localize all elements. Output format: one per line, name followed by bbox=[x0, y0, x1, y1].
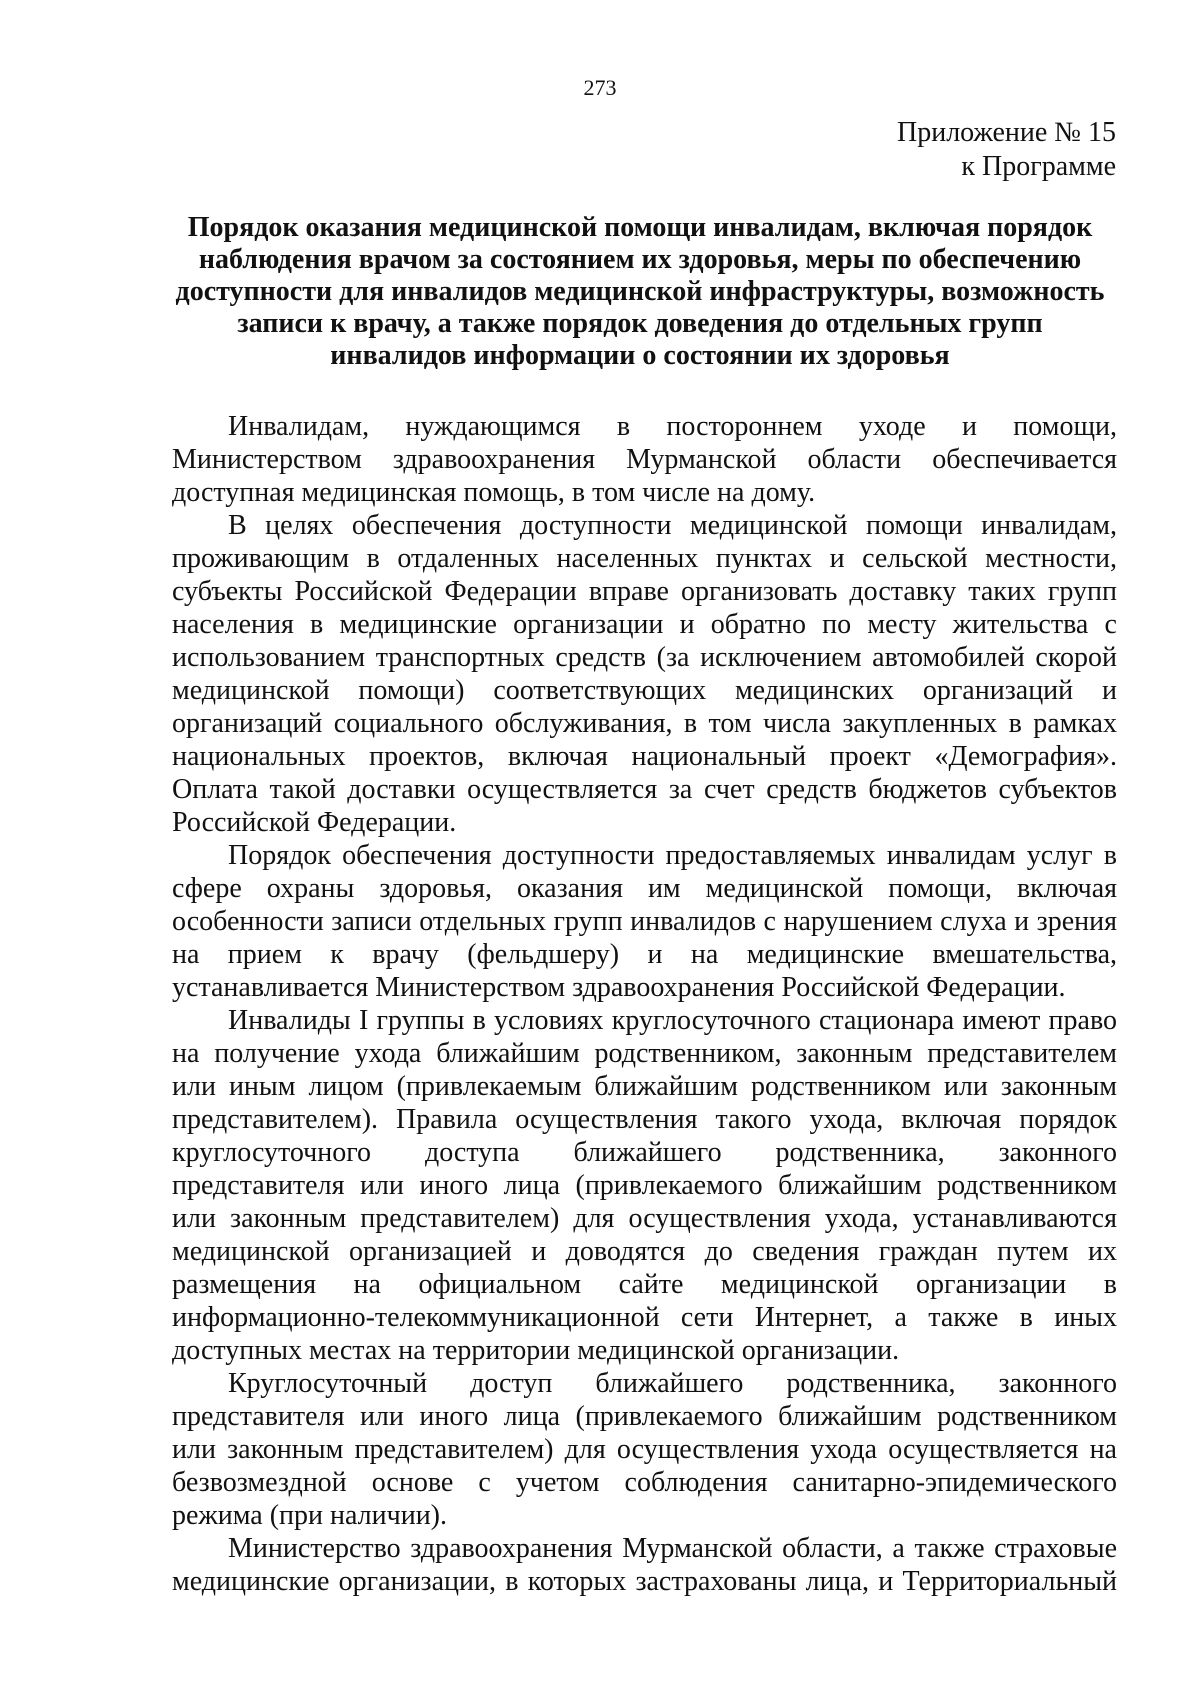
paragraph-line: медицинские организации, в которых застрахованы лица, и Территориальный bbox=[172, 1566, 1117, 1597]
paragraph-line: доступных местах на территории медицинской организации. bbox=[172, 1335, 900, 1366]
paragraph-line: Российской Федерации. bbox=[172, 807, 457, 838]
body-paragraph bbox=[172, 1367, 1117, 1532]
paragraph-line: круглосуточного доступа ближайшего родственника, законного bbox=[172, 1137, 1117, 1168]
title-line: доступности для инвалидов медицинской инфраструктуры, возможность bbox=[175, 276, 1105, 307]
appendix-label bbox=[897, 116, 1116, 184]
document-title bbox=[160, 212, 1120, 372]
title-line: Порядок оказания медицинской помощи инвалидам, включая порядок bbox=[187, 212, 1093, 243]
paragraph-line: медицинской помощи) соответствующих медицинских организаций и bbox=[172, 675, 1117, 706]
paragraph-line: представителем). Правила осуществления такого ухода, включая порядок bbox=[172, 1104, 1117, 1135]
title-line: записи к врачу, а также порядок доведения до отдельных групп bbox=[237, 308, 1043, 339]
title-line: инвалидов информации о состоянии их здоровья bbox=[330, 340, 950, 371]
paragraph-line: или иным лицом (привлекаемым ближайшим родственником или законным bbox=[172, 1071, 1117, 1102]
paragraph-line: Оплата такой доставки осуществляется за счет средств бюджетов субъектов bbox=[172, 774, 1117, 805]
paragraph-line: использованием транспортных средств (за исключением автомобилей скорой bbox=[172, 642, 1117, 673]
paragraph-line: размещения на официальном сайте медицинской организации в bbox=[172, 1269, 1117, 1300]
paragraph-line: или законным представителем) для осуществления ухода осуществляется на bbox=[172, 1434, 1117, 1465]
page-number: 273 bbox=[583, 75, 617, 100]
paragraph-line: национальных проектов, включая национальный проект «Демография». bbox=[172, 741, 1117, 772]
paragraph-line: Инвалидам, нуждающимся в постороннем уходе и помощи, bbox=[228, 411, 1117, 442]
paragraph-line: представителя или иного лица (привлекаемого ближайшим родственником bbox=[172, 1401, 1117, 1432]
appendix-number: Приложение № 15 bbox=[897, 117, 1116, 148]
body-paragraph bbox=[172, 509, 1117, 839]
paragraph-line: медицинской организацией и доводятся до сведения граждан путем их bbox=[172, 1236, 1117, 1267]
paragraph-line: субъекты Российской Федерации вправе организовать доставку таких групп bbox=[172, 576, 1117, 607]
body-paragraph bbox=[172, 1532, 1117, 1598]
paragraph-line: особенности записи отдельных групп инвалидов с нарушением слуха и зрения bbox=[172, 906, 1117, 937]
paragraph-line: Порядок обеспечения доступности предоставляемых инвалидам услуг в bbox=[228, 840, 1117, 871]
paragraph-line: В целях обеспечения доступности медицинской помощи инвалидам, bbox=[228, 510, 1117, 541]
appendix-program: к Программе bbox=[961, 151, 1116, 182]
paragraph-line: режима (при наличии). bbox=[172, 1500, 447, 1531]
paragraph-line: представителя или иного лица (привлекаемого ближайшим родственником bbox=[172, 1170, 1117, 1201]
paragraph-line: Министерство здравоохранения Мурманской области, а также страховые bbox=[228, 1533, 1117, 1564]
body-paragraph bbox=[172, 839, 1117, 1004]
paragraph-line: доступная медицинская помощь, в том числе на дому. bbox=[172, 477, 816, 508]
paragraph-line: проживающим в отдаленных населенных пунктах и сельской местности, bbox=[172, 543, 1117, 574]
body-paragraph bbox=[172, 410, 1117, 509]
paragraph-line: сфере охраны здоровья, оказания им медицинской помощи, включая bbox=[172, 873, 1117, 904]
paragraph-line: Инвалиды I группы в условиях круглосуточного стационара имеют право bbox=[228, 1005, 1117, 1036]
paragraph-line: на получение ухода ближайшим родственником, законным представителем bbox=[172, 1038, 1117, 1069]
paragraph-line: населения в медицинские организации и обратно по месту жительства с bbox=[172, 609, 1117, 640]
paragraph-line: или законным представителем) для осуществления ухода, устанавливаются bbox=[172, 1203, 1117, 1234]
body-paragraph bbox=[172, 1004, 1117, 1367]
document-body bbox=[172, 410, 1117, 1598]
paragraph-line: Круглосуточный доступ ближайшего родственника, законного bbox=[228, 1368, 1117, 1399]
paragraph-line: Министерством здравоохранения Мурманской области обеспечивается bbox=[172, 444, 1117, 475]
paragraph-line: информационно-телекоммуникационной сети Интернет, а также в иных bbox=[172, 1302, 1117, 1333]
paragraph-line: безвозмездной основе с учетом соблюдения санитарно-эпидемического bbox=[172, 1467, 1117, 1498]
paragraph-line: организаций социального обслуживания, в том числа закупленных в рамках bbox=[172, 708, 1117, 739]
paragraph-line: устанавливается Министерством здравоохранения Российской Федерации. bbox=[172, 972, 1066, 1003]
title-line: наблюдения врачом за состоянием их здоровья, меры по обеспечению bbox=[198, 244, 1082, 275]
paragraph-line: на прием к врачу (фельдшеру) и на медицинские вмешательства, bbox=[172, 939, 1117, 970]
